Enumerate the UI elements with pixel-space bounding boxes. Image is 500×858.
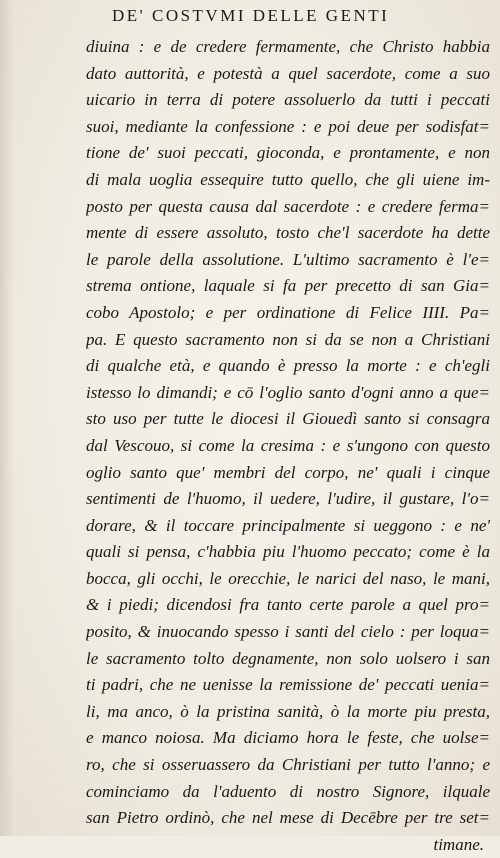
text-line: & i piedi; dicendosi fra tanto certe parole a quel pro= (86, 595, 490, 615)
text-line: bocca, gli occhi, le orecchie, le narici del naso, le mani, (86, 568, 490, 588)
text-line: diuina : e de credere fermamente, che Christo habbia (86, 37, 490, 56)
text-line: le parole della assolutione. L'ultimo sacramento è l'e= (86, 249, 490, 269)
text-line: mente di essere assoluto, tosto che'l sacerdote ha dette (86, 223, 490, 243)
text-line: dal Vescouo, si come la cresima : e s'ungono con questo (86, 435, 490, 455)
text-line: di qualche età, e quando è presso la morte : e ch'egli (86, 356, 490, 376)
binding-gutter (0, 0, 14, 836)
text-line: ro, che si osseruassero da Christiani per tutto l'anno; e (86, 755, 490, 775)
text-line: cobo Apostolo; e per ordinatione di Felice IIII. Pa= (86, 302, 490, 322)
text-line: pa. E questo sacramento non si da se non a Christiani (86, 329, 490, 349)
text-line: sto uso per tutte le diocesi il Giouedì santo si consagra (86, 409, 490, 429)
text-line: cominciamo da l'aduento di nostro Signore, ilquale (86, 781, 490, 801)
text-line: le sacramento tolto degnamente, non solo uolsero i san (86, 648, 490, 668)
text-line: istesso lo dimandi; e cō l'oglio santo d'ogni anno a que= (86, 382, 490, 402)
text-line: san Pietro ordinò, che nel mese di Decēbre per tre set= (86, 808, 490, 828)
text-line: suoi, mediante la confessione : e poi deue per sodisfat= (86, 116, 490, 136)
text-line: ti padri, che ne uenisse la remissione de' peccati uenia= (86, 675, 490, 695)
text-line: quali si pensa, c'habbia piu l'huomo peccato; come è la (86, 542, 490, 562)
text-line: dato auttorità, e potestà a quel sacerdote, come a suo (86, 63, 490, 83)
text-line: uicario in terra di potere assoluerlo da tutti i peccati (86, 90, 490, 110)
text-line: tione de' suoi peccati, gioconda, e prontamente, e non (86, 143, 490, 163)
text-line: oglio santo que' membri del corpo, ne' quali i cinque (86, 462, 490, 482)
running-head: DE' COSTVMI DELLE GENTI (112, 6, 390, 25)
text-line: e manco noiosa. Ma diciamo hora le feste, che uolse= (86, 728, 490, 748)
text-line: posito, & inuocando spesso i santi del cielo : per loqua= (86, 622, 490, 642)
text-line: strema ontione, laquale si fa per precetto di san Gia= (86, 276, 490, 296)
catchword: timane. (433, 834, 484, 854)
body-text (86, 34, 490, 858)
text-line: posto per questa causa dal sacerdote : e credere ferma= (86, 196, 490, 216)
text-line: dorare, & il toccare principalmente si ueggono : e ne' (86, 515, 490, 535)
text-line: di mala uoglia essequire tutto quello, che gli uiene im- (86, 169, 490, 189)
text-line: li, ma anco, ò la pristina sanità, ò la morte piu presta, (86, 701, 490, 721)
text-line: sentimenti de l'huomo, il uedere, l'udire, il gustare, l'o= (86, 489, 490, 509)
